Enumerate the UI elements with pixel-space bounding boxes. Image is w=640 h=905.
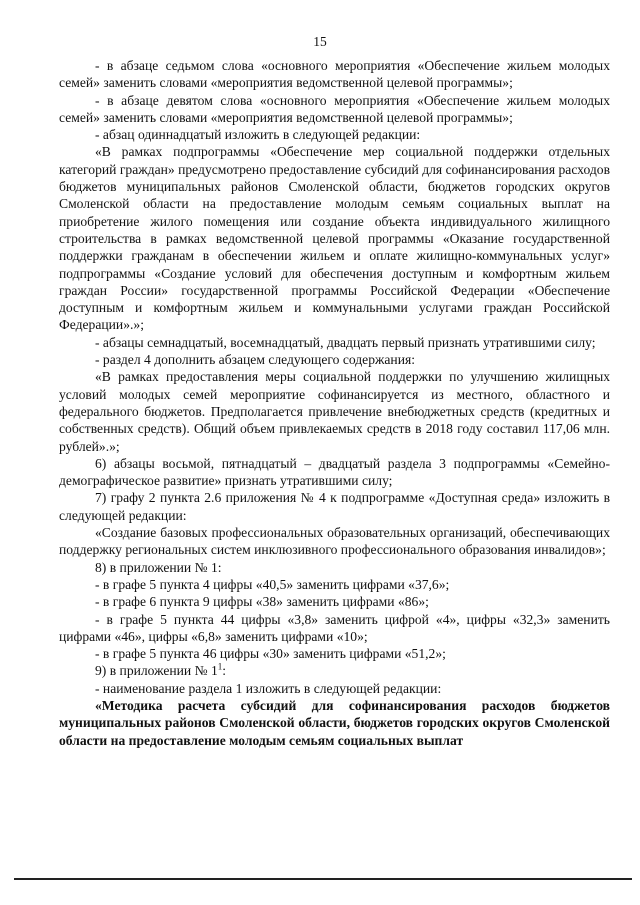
paragraph-15: - в графе 5 пункта 46 цифры «30» заменить цифрами «51,2»; — [95, 646, 446, 662]
paragraph-16 — [59, 662, 610, 679]
paragraph-11: 8) в приложении № 1: — [95, 559, 222, 575]
paragraph-1: - в абзаце седьмом слова «основного мероприятия «Обеспечение жильем молодых семей» заменить словами «мероприятия ведомственной целевой программы»; — [59, 58, 610, 91]
paragraph-16-superscript: 1 — [217, 661, 223, 672]
paragraph-7: «В рамках предоставления меры социальной поддержки по улучшению жилищных условий молодых семей мероприятие софинансируется из местного, областного и федерального бюджетов. Предполагается привлечение внебюджетных средств (кредитных и собственных средств). Общий объем привлекаемых средств в 2018 году составил 117,06 млн. рублей».»; — [59, 369, 610, 454]
paragraph-12: - в графе 5 пункта 4 цифры «40,5» заменить цифрами «37,6»; — [95, 576, 450, 592]
paragraph-10: «Создание базовых профессиональных образовательных организаций, обеспечивающих поддержку региональных систем инклюзивного профессионального образования инвалидов»; — [59, 525, 610, 558]
bottom-border-line — [14, 878, 632, 880]
paragraph-8: 6) абзацы восьмой, пятнадцатый – двадцатый раздела 3 подпрограммы «Семейно-демографическое развитие» признать утратившими силу; — [59, 455, 610, 489]
paragraph-6: - раздел 4 дополнить абзацем следующего содержания: — [95, 352, 416, 368]
paragraph-4: «В рамках подпрограммы «Обеспечение мер социальной поддержки отдельных категорий граждан» предусмотрено предоставление субсидий для софинансирования расходов бюджетов муниципальных районов Смоленской области, бюджетов городских округов Смоленской области на предоставление молодым семьям социальных выплат на приобретение жилого помещения или создание объекта индивидуального жилищного строительства в рамках ведомственной целевой программы «Оказание государственной поддержки гражданам в обеспечении жильем и оплате жилищно-коммунальных услуг» подпрограммы «Создание условий для обеспечения доступным и комфортным жильем граждан России» государственной программы Российской Федерации «Обеспечение доступным и комфортным жильем и коммунальными услугами граждан Российской Федерации».»; — [59, 144, 610, 333]
paragraph-5: - абзацы семнадцатый, восемнадцатый, двадцать первый признать утратившими силу; — [95, 334, 596, 350]
paragraph-18-bold-heading: «Методика расчета субсидий для софинансирования расходов бюджетов муниципальных районов Смоленской области, бюджетов городских округов Смоленской области на предоставление молодым семьям социальных выплат — [59, 697, 610, 748]
paragraph-16-colon: : — [222, 663, 227, 679]
paragraph-2: - в абзаце девятом слова «основного мероприятия «Обеспечение жильем молодых семей» заменить словами «мероприятия ведомственной целевой программы»; — [59, 92, 610, 125]
paragraph-3: - абзац одиннадцатый изложить в следующей редакции: — [95, 127, 421, 143]
paragraph-17: - наименование раздела 1 изложить в следующей редакции: — [95, 680, 442, 696]
paragraph-16-text: 9) в приложении № 1 — [95, 663, 218, 679]
paragraph-14: - в графе 5 пункта 44 цифры «3,8» заменить цифрой «4», цифры «32,3» заменить цифрами «46», цифры «6,8» заменить цифрами «10»; — [59, 611, 610, 644]
paragraph-13: - в графе 6 пункта 9 цифры «38» заменить цифрами «86»; — [95, 594, 429, 610]
page-number: 15 — [313, 34, 327, 49]
document-body — [59, 57, 610, 749]
paragraph-9: 7) графу 2 пункта 2.6 приложения № 4 к подпрограмме «Доступная среда» изложить в следующей редакции: — [59, 490, 610, 523]
